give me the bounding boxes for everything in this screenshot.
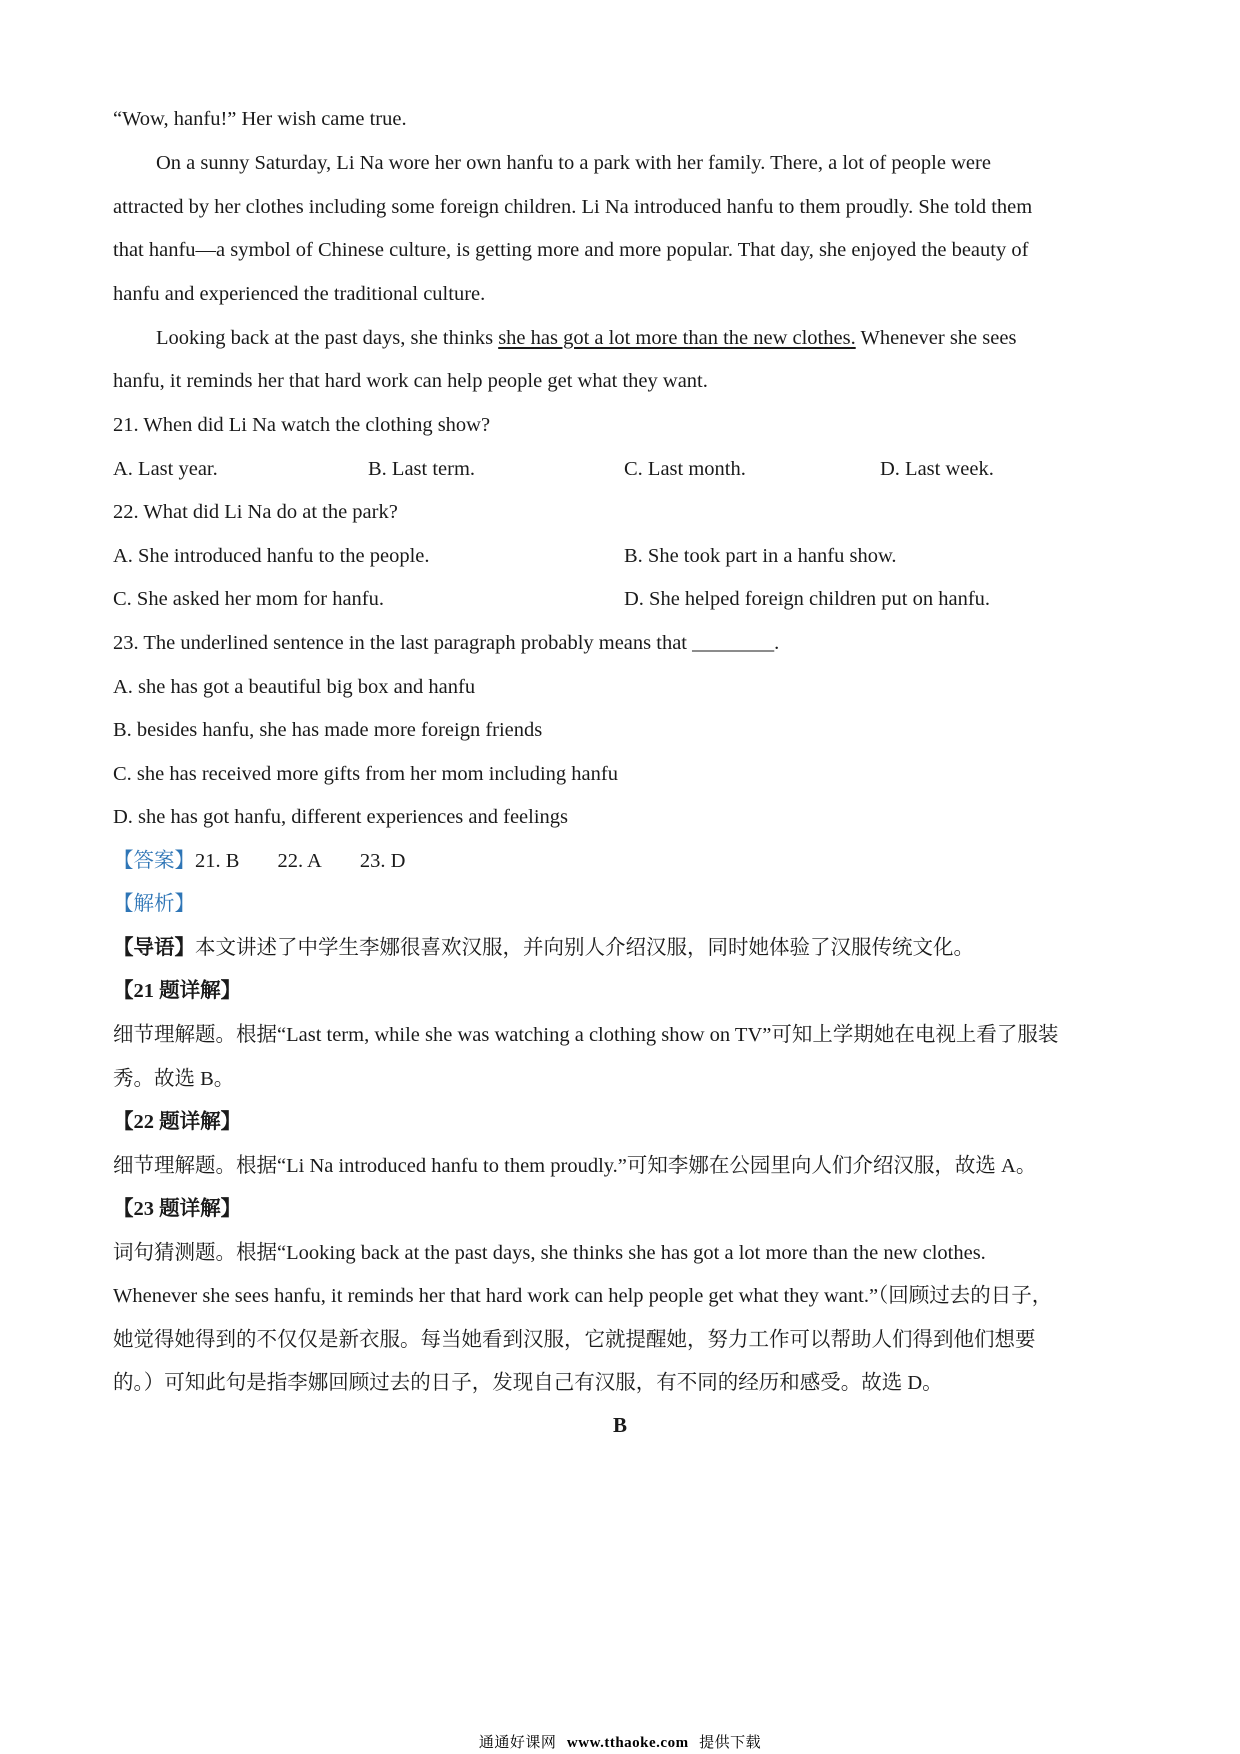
passage-line: attracted by her clothes including some foreign children. Li Na introduced hanfu to them proudly. She told them bbox=[113, 196, 1033, 218]
option-21-a: A. Last year. bbox=[113, 458, 218, 480]
question-23: 23. The underlined sentence in the last paragraph probably means that ________. bbox=[113, 632, 780, 654]
detail-23-text: 的。）可知此句是指李娜回顾过去的日子，发现自己有汉服，有不同的经历和感受。故选 D。 bbox=[113, 1372, 943, 1394]
option-22-a: A. She introduced hanfu to the people. bbox=[113, 545, 430, 567]
passage-line: that hanfu—a symbol of Chinese culture, is getting more and more popular. That day, she enjoyed the beauty of bbox=[113, 239, 1029, 261]
passage-line: On a sunny Saturday, Li Na wore her own hanfu to a park with her family. There, a lot of people were bbox=[156, 152, 991, 174]
option-22-b: B. She took part in a hanfu show. bbox=[624, 545, 897, 567]
answer-label: 【答案】 bbox=[113, 850, 195, 872]
intro-text: 本文讲述了中学生李娜很喜欢汉服，并向别人介绍汉服，同时她体验了汉服传统文化。 bbox=[195, 937, 974, 959]
option-21-d: D. Last week. bbox=[880, 458, 994, 480]
option-22-d: D. She helped foreign children put on hanfu. bbox=[624, 588, 991, 610]
passage-line: hanfu and experienced the traditional culture. bbox=[113, 283, 486, 305]
detail-23-text: Whenever she sees hanfu, it reminds her that hard work can help people get what they want.”（回顾过去的日子， bbox=[113, 1285, 1053, 1307]
intro-line bbox=[113, 934, 1133, 962]
footer-url[interactable]: www.tthaoke.com bbox=[566, 1735, 689, 1751]
answer-21: 21. B bbox=[195, 850, 240, 872]
option-23-a: A. she has got a beautiful big box and hanfu bbox=[113, 676, 476, 698]
option-21-b: B. Last term. bbox=[368, 458, 476, 480]
passage-text: Looking back at the past days, she thinks bbox=[156, 327, 499, 349]
option-21-c: C. Last month. bbox=[624, 458, 746, 480]
passage-line: hanfu, it reminds her that hard work can help people get what they want. bbox=[113, 370, 708, 392]
option-23-b: B. besides hanfu, she has made more foreign friends bbox=[113, 719, 543, 741]
analysis-label: 【解析】 bbox=[113, 893, 195, 915]
question-21: 21. When did Li Na watch the clothing show? bbox=[113, 414, 491, 436]
passage-line: “Wow, hanfu!” Her wish came true. bbox=[113, 108, 407, 130]
passage-text: Whenever she sees bbox=[855, 327, 1017, 349]
underlined-sentence: she has got a lot more than the new clothes. bbox=[498, 327, 856, 349]
detail-22-text: 细节理解题。根据“Li Na introduced hanfu to them proudly.”可知李娜在公园里向人们介绍汉服，故选 A。 bbox=[113, 1155, 1037, 1177]
question-22: 22. What did Li Na do at the park? bbox=[113, 501, 398, 523]
detail-23-text: 词句猜测题。根据“Looking back at the past days, she thinks she has got a lot more than the new clothes. bbox=[113, 1242, 986, 1264]
option-23-d: D. she has got hanfu, different experiences and feelings bbox=[113, 806, 569, 828]
passage-line-with-underline bbox=[156, 324, 1176, 352]
detail-21-label: 【21 题详解】 bbox=[113, 980, 242, 1002]
section-heading: B bbox=[612, 1413, 627, 1437]
option-23-c: C. she has received more gifts from her mom including hanfu bbox=[113, 763, 618, 785]
detail-21-text: 秀。故选 B。 bbox=[113, 1068, 235, 1090]
intro-label: 【导语】 bbox=[113, 937, 195, 959]
answer-23: 23. D bbox=[359, 850, 406, 872]
detail-23-text: 她觉得她得到的不仅仅是新衣服。每当她看到汉服，它就提醒她，努力工作可以帮助人们得到他们想要 bbox=[113, 1329, 1036, 1351]
footer-site-name: 通通好课网 bbox=[478, 1733, 557, 1751]
answer-row bbox=[113, 847, 1133, 875]
detail-21-text: 细节理解题。根据“Last term, while she was watching a clothing show on TV”可知上学期她在电视上看了服装 bbox=[113, 1024, 1059, 1046]
answer-22: 22. A bbox=[277, 850, 322, 872]
detail-23-label: 【23 题详解】 bbox=[113, 1198, 242, 1220]
footer-suffix: 提供下载 bbox=[699, 1733, 762, 1751]
detail-22-label: 【22 题详解】 bbox=[113, 1111, 242, 1133]
page-footer bbox=[0, 1731, 1240, 1752]
option-22-c: C. She asked her mom for hanfu. bbox=[113, 588, 384, 610]
